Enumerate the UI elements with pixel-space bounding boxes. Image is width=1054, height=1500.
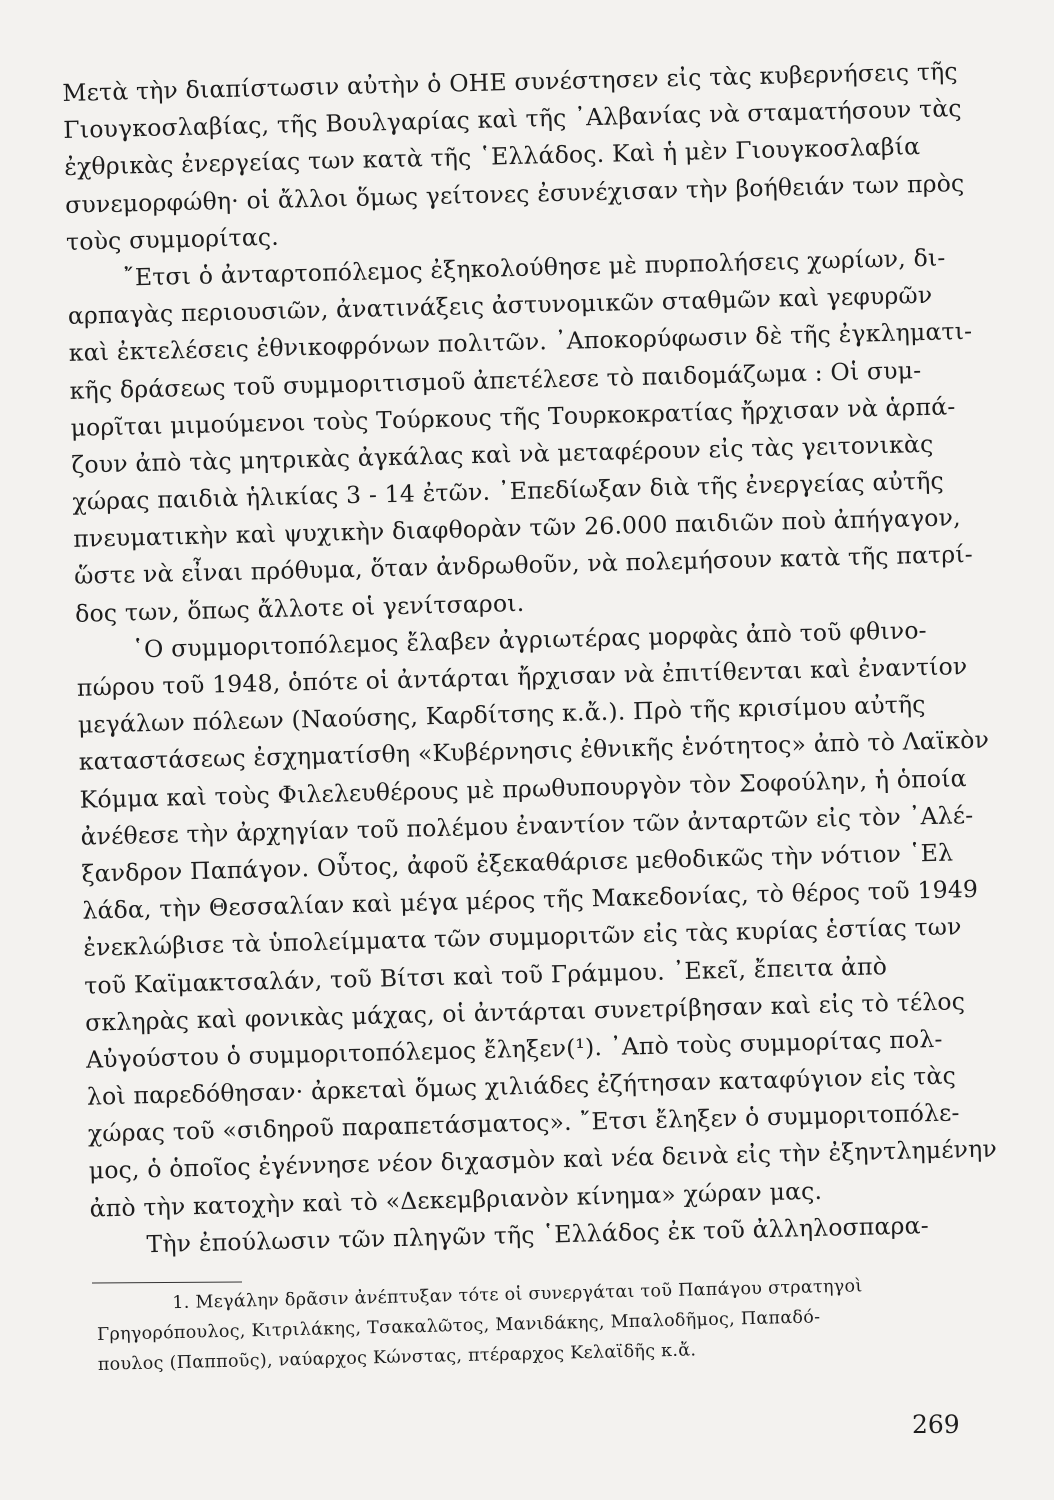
text-line: Γιουγκοσλαβίας, τῆς Βουλγαρίας καὶ τῆς ᾿Αλβανίας νὰ σταματήσουν τὰς — [63, 94, 963, 145]
text-line: ὥστε νὰ εἶναι πρόθυμα, ὅταν ἀνδρωθοῦν, νὰ πολεμήσουν κατὰ τῆς πατρί- — [73, 540, 974, 591]
paragraph-start-line: ῾Ο συμμοριτοπόλεμος ἔλαβεν ἀγριωτέρας μορφὰς ἀπὸ τοῦ φθινο- — [131, 615, 928, 664]
text-line: χώρας παιδιὰ ἡλικίας 3 - 14 ἐτῶν. ᾿Επεδίωξαν διὰ τῆς ἐνεργείας αὐτῆς — [72, 466, 945, 516]
text-line: λοὶ παρεδόθησαν· ἀρκεταὶ ὅμως χιλιάδες ἐζήτησαν καταφύγιον εἰς τὰς — [86, 1061, 957, 1111]
text-line: πώρου τοῦ 1948, ὁπότε οἱ ἀντάρται ἤρχισαν νὰ ἐπιτίθενται καὶ ἐναντίον — [76, 652, 968, 702]
text-line: σκληρὰς καὶ φονικὰς μάχας, οἱ ἀντάρται συνετρίβησαν καὶ εἰς τὸ τέλος — [84, 986, 966, 1037]
text-line: ἐνεκλώβισε τὰ ὑπολείμματα τῶν συμμοριτῶν εἰς τὰς κυρίας ἑστίας των — [82, 912, 962, 963]
text-line: κῆς δράσεως τοῦ συμμοριτισμοῦ ἀπετέλεσε τὸ παιδομάζωμα : Οἱ συμ- — [69, 355, 922, 405]
footnote-line: 1. Μεγάλην δρᾶσιν ἀνέπτυξαν τότε οἱ συνεργάται τοῦ Παπάγου στρατηγοὶ — [172, 1276, 863, 1314]
text-line: τοὺς συμμορίτας. — [65, 222, 280, 256]
text-line: ἀνέθεσε τὴν ἀρχηγίαν τοῦ πολέμου ἐναντίον τῶν ἀνταρτῶν εἰς τὸν ᾿Αλέ- — [80, 800, 974, 851]
text-line: συνεμορφώθη· οἱ ἄλλοι ὅμως γείτονες ἐσυνέχισαν τὴν βοήθειάν των πρὸς — [64, 168, 965, 219]
main-text — [62, 53, 998, 1265]
text-line: πνευματικὴν καὶ ψυχικὴν διαφθορὰν τῶν 26.000 παιδιῶν ποὺ ἀπήγαγον, — [73, 503, 962, 554]
text-line: ἐχθρικὰς ἐνεργείας των κατὰ τῆς ῾Ελλάδος. Καὶ ἡ μὲν Γιουγκοσλαβία — [63, 132, 921, 182]
text-line: χώρας τοῦ «σιδηροῦ παραπετάσματος». ῎Ετσι ἔληξεν ὁ συμμοριτοπόλε- — [87, 1098, 960, 1148]
text-line: ζουν ἀπὸ τὰς μητρικὰς ἀγκάλας καὶ νὰ μεταφέρουν εἰς τὰς γειτονικὰς — [71, 429, 934, 479]
text-line: μος, ὁ ὁποῖος ἐγέννησε νέον διχασμὸν καὶ νέα δεινὰ εἰς τὴν ἐξηντλημένην — [88, 1134, 998, 1186]
page-number: 269 — [912, 1410, 960, 1439]
text-line: μεγάλων πόλεων (Ναούσης, Καρδίτσης κ.ἄ.). Πρὸ τῆς κρισίμου αὐτῆς — [77, 690, 926, 739]
text-line: Αὐγούστου ὁ συμμοριτοπόλεμος ἔληξεν(¹). ᾿Απὸ τοὺς συμμορίτας πολ- — [85, 1024, 943, 1074]
text-line: τοῦ Καϊμακτσαλάν, τοῦ Βίτσι καὶ τοῦ Γράμμου. ᾿Εκεῖ, ἔπειτα ἀπὸ — [83, 951, 888, 1000]
text-line: λάδα, τὴν Θεσσαλίαν καὶ μέγα μέρος τῆς Μακεδονίας, τὸ θέρος τοῦ 1949 — [82, 874, 979, 925]
text-line: δος των, ὅπως ἄλλοτε οἱ γενίτσαροι. — [74, 588, 525, 628]
footnote-line: πουλος (Παπποῦς), ναύαρχος Κώνστας, πτέραρχος Κελαϊδῆς κ.ἄ. — [97, 1340, 697, 1375]
text-line: καὶ ἐκτελέσεις ἐθνικοφρόνων πολιτῶν. ᾿Αποκορύφωσιν δὲ τῆς ἐγκληματι- — [68, 317, 973, 368]
footnote — [96, 1269, 968, 1380]
footnote-divider — [92, 1281, 242, 1283]
text-line: ξανδρον Παπάγον. Οὗτος, ἀφοῦ ἐξεκαθάρισε μεθοδικῶς τὴν νότιον ῾Ελ — [81, 838, 954, 888]
text-line: ἀπὸ τὴν κατοχὴν καὶ τὸ «Δεκεμβριανὸν κίνημα» χώραν μας. — [89, 1176, 823, 1223]
text-line: Μετὰ τὴν διαπίστωσιν αὐτὴν ὁ ΟΗΕ συνέστησεν εἰς τὰς κυβερνήσεις τῆς — [62, 57, 959, 107]
text-line: Κόμμα καὶ τοὺς Φιλελευθέρους μὲ πρωθυπουργὸν τὸν Σοφούλην, ἡ ὁποία — [79, 763, 967, 814]
text-line: αρπαγὰς περιουσιῶν, ἀνατινάξεις ἀστυνομικῶν σταθμῶν καὶ γεφυρῶν — [67, 280, 933, 331]
paragraph-start-line: Τὴν ἐπούλωσιν τῶν πληγῶν τῆς ῾Ελλάδος ἐκ τοῦ ἀλληλοσπαρα- — [146, 1210, 930, 1259]
footnote-line: Γρηγορόπουλος, Κιτριλάκης, Τσακαλῶτος, Μανιδάκης, Μπαλοδῆμος, Παπαδό- — [96, 1307, 821, 1345]
paragraph-start-line: ῎Ετσι ὁ ἀνταρτοπόλεμος ἐξηκολούθησε μὲ πυρπολήσεις χωρίων, δι- — [122, 243, 946, 292]
text-line: μορῖται μιμούμενοι τοὺς Τούρκους τῆς Τουρκοκρατίας ἤρχισαν νὰ ἁρπά- — [70, 391, 956, 442]
text-line: καταστάσεως ἐσχηματίσθη «Κυβέρνησις ἐθνικῆς ἑνότητος» ἀπὸ τὸ Λαϊκὸν — [78, 725, 990, 777]
